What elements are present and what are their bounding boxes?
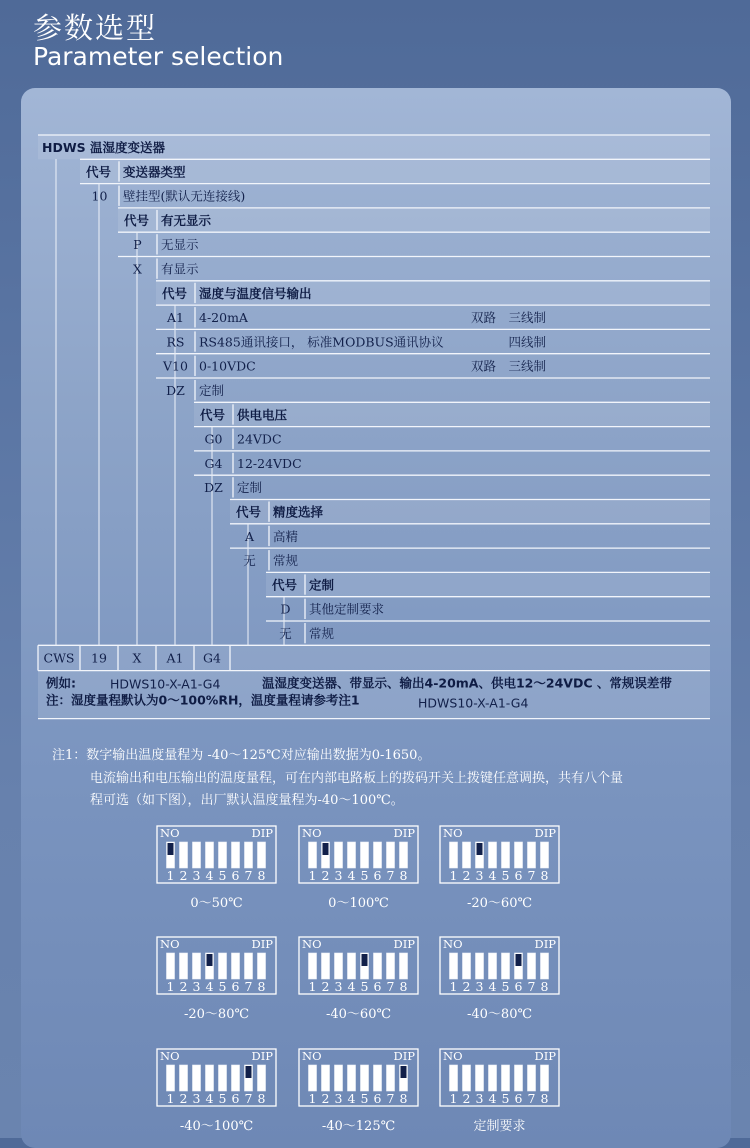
dip-label-dip: DIP [393,937,415,951]
option-desc: 高精 [273,528,299,544]
note-line-1: 注1：数字输出温度量程为 -40～125℃对应输出数据为0-1650。 [52,748,431,763]
dip-number: 5 [218,868,227,883]
dip-number: 8 [257,979,266,994]
dip-number: 1 [166,979,175,994]
option-desc: 壁挂型(默认无连接线) [123,188,246,204]
option-code: A [244,528,255,544]
page-title-cn: 参数选型 [33,11,158,45]
note-line-2: 电流输出和电压输出的温度量程，可在内部电路板上的拨码开关上拨键任意调换，共有八个量 [90,771,624,786]
dip-number: 4 [488,979,497,994]
dip-caption: -20～60℃ [466,896,533,911]
dip-number: 3 [334,1091,343,1106]
code-column-header: 代号 [162,285,188,301]
dip-number: 3 [192,868,201,883]
dip-number: 1 [449,868,458,883]
dip-number: 1 [449,979,458,994]
dip-label-dip: DIP [393,1049,415,1063]
dip-number: 8 [399,868,408,883]
dip-number: 7 [527,979,536,994]
group-title-3: 供电电压 [237,407,288,423]
dip-number: 7 [527,1091,536,1106]
dip-caption: 定制要求 [473,1119,526,1134]
option-code: 10 [91,188,108,204]
dip-label-dip: DIP [534,826,556,840]
dip-number: 1 [308,1091,317,1106]
dip-number: 7 [386,979,395,994]
dip-number: 5 [218,979,227,994]
dip-label-no: NO [443,937,463,951]
dip-number: 8 [257,1091,266,1106]
option-code: A1 [167,310,184,326]
dip-caption: -40～100℃ [179,1119,254,1134]
dip-label-dip: DIP [534,937,556,951]
dip-number: 1 [308,979,317,994]
dip-number: 6 [373,1091,382,1106]
dip-number: 4 [205,868,214,883]
option-desc: 4-20mA [199,310,248,326]
dip-caption: 0～100℃ [328,896,389,911]
option-code: D [280,601,291,617]
dip-label-no: NO [302,937,322,951]
group-title-2: 湿度与温度信号输出 [199,285,312,301]
dip-number: 1 [308,868,317,883]
dip-number: 7 [244,979,253,994]
result-code-3: A1 [166,650,184,666]
dip-caption: -40～60℃ [325,1007,392,1022]
option-desc: 其他定制要求 [309,601,385,617]
dip-number: 6 [373,979,382,994]
dip-number: 7 [244,1091,253,1106]
result-code-4: G4 [203,650,221,666]
dip-number: 4 [488,1091,497,1106]
code-column-header: 代号 [272,577,298,593]
dip-label-dip: DIP [251,826,273,840]
option-desc: 12-24VDC [237,455,302,471]
dip-label-no: NO [160,826,180,840]
dip-label-dip: DIP [251,937,273,951]
dip-number: 3 [334,979,343,994]
dip-number: 6 [514,868,523,883]
option-desc: 定制 [237,480,263,496]
dip-number: 3 [192,979,201,994]
dip-number: 3 [192,1091,201,1106]
dip-label-no: NO [443,1049,463,1063]
dip-number: 1 [449,1091,458,1106]
dip-number: 3 [475,979,484,994]
option-desc: 无显示 [161,237,199,253]
dip-number: 6 [514,1091,523,1106]
dip-caption: 0～50℃ [190,896,243,911]
dip-number: 8 [540,979,549,994]
dip-number: 2 [321,979,330,994]
dip-number: 6 [514,979,523,994]
option-desc: 有显示 [161,261,199,277]
option-code: G4 [204,455,223,471]
option-desc: 常规 [309,626,335,641]
option-wiring: 四线制 [508,334,546,350]
dip-number: 6 [231,979,240,994]
option-code: RS [166,334,185,350]
dip-number: 8 [540,868,549,883]
dip-number: 1 [166,1091,175,1106]
dip-number: 6 [231,868,240,883]
dip-number: 2 [462,868,471,883]
option-desc: 0-10VDC [199,358,256,374]
dip-number: 8 [399,979,408,994]
dip-number: 2 [179,1091,188,1106]
dip-number: 3 [334,868,343,883]
dip-number: 5 [501,979,510,994]
dip-number: 2 [321,1091,330,1106]
option-code: V10 [163,358,188,374]
option-desc: 常规 [273,553,299,569]
code-column-header: 代号 [200,407,226,423]
example-label: 例如: [46,675,76,691]
code-column-header: 代号 [86,164,112,180]
dip-number: 2 [462,1091,471,1106]
result-code-2: X [132,650,142,666]
dip-number: 5 [360,868,369,883]
dip-number: 7 [244,868,253,883]
dip-number: 6 [231,1091,240,1106]
example-description: 温湿度变送器、带显示、输出4-20mA、供电12～24VDC 、常规误差带 [262,675,672,691]
dip-number: 4 [347,979,356,994]
option-wiring: 双路 三线制 [470,310,546,326]
option-code: DZ [166,383,185,398]
product-title: HDWS 温湿度变送器 [42,140,165,155]
dip-number: 2 [321,868,330,883]
option-code: DZ [204,480,223,496]
option-code: G0 [204,431,223,447]
dip-number: 8 [399,1091,408,1106]
dip-number: 6 [373,868,382,883]
group-title-1: 有无显示 [161,212,212,228]
option-code: X [133,261,142,277]
code-column-header: 代号 [124,212,150,228]
dip-number: 3 [475,1091,484,1106]
dip-number: 3 [475,868,484,883]
option-code: 无 [243,553,256,569]
dip-label-no: NO [302,1049,322,1063]
option-wiring: 双路 三线制 [470,358,546,374]
example-code-2: HDWS10-X-A1-G4 [418,695,529,711]
dip-caption: -40～125℃ [321,1119,396,1134]
dip-number: 7 [386,1091,395,1106]
dip-label-dip: DIP [251,1049,273,1063]
option-desc: 定制 [199,383,225,398]
dip-number: 5 [501,868,510,883]
option-code: 无 [279,626,292,641]
option-desc: RS485通讯接口， 标准MODBUS通讯协议 [199,334,444,350]
option-desc: 24VDC [237,431,282,447]
group-title-4: 精度选择 [273,504,324,520]
humidity-range-note: 注：湿度量程默认为0～100%RH，温度量程请参考注1 [46,692,360,708]
result-code-0: CWS [43,650,75,666]
dip-label-dip: DIP [534,1049,556,1063]
dip-number: 5 [360,1091,369,1106]
dip-label-no: NO [302,826,322,840]
dip-number: 2 [179,979,188,994]
dip-caption: -40～80℃ [466,1007,533,1022]
dip-label-no: NO [160,937,180,951]
option-code: P [133,237,142,253]
dip-number: 5 [218,1091,227,1106]
dip-number: 2 [179,868,188,883]
dip-number: 8 [257,868,266,883]
dip-number: 4 [488,868,497,883]
dip-number: 2 [462,979,471,994]
dip-label-no: NO [160,1049,180,1063]
dip-number: 4 [347,868,356,883]
dip-number: 5 [360,979,369,994]
dip-number: 7 [386,868,395,883]
page-title-en: Parameter selection [33,42,284,71]
dip-label-dip: DIP [393,826,415,840]
dip-number: 4 [205,979,214,994]
result-code-1: 19 [91,650,107,666]
group-title-5: 定制 [309,577,335,593]
code-column-header: 代号 [236,504,262,520]
dip-number: 4 [205,1091,214,1106]
dip-number: 8 [540,1091,549,1106]
dip-caption: -20～80℃ [183,1007,250,1022]
group-title-0: 变送器类型 [123,164,186,180]
dip-number: 4 [347,1091,356,1106]
note-line-3: 程可选（如下图），出厂默认温度量程为-40～100℃。 [90,793,404,808]
dip-number: 7 [527,868,536,883]
example-code: HDWS10-X-A1-G4 [110,676,221,692]
dip-label-no: NO [443,826,463,840]
dip-number: 5 [501,1091,510,1106]
dip-number: 1 [166,868,175,883]
